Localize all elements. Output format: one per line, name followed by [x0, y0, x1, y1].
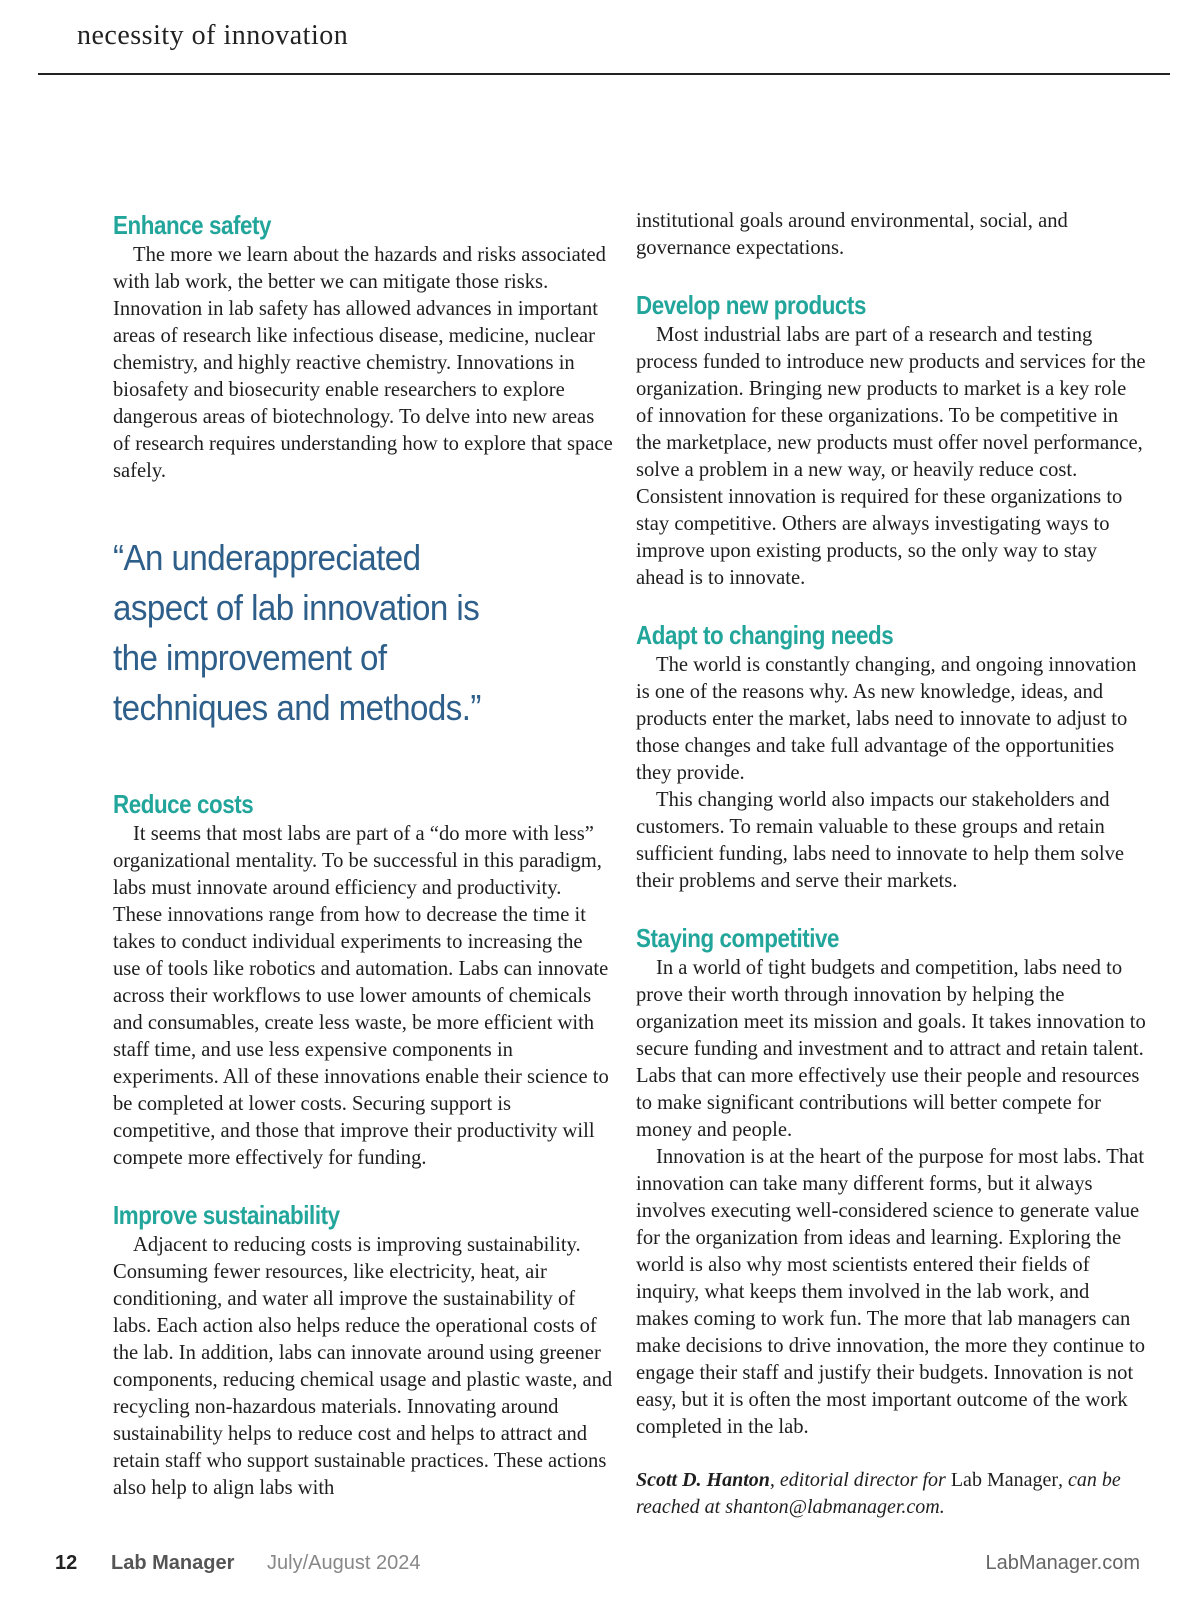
byline-publication: Lab Manager [950, 1469, 1059, 1491]
footer-issue: July/August 2024 [267, 1552, 421, 1574]
section-improve-sustainability [113, 1198, 613, 1502]
section-body: The world is constantly changing, and ongoing innovation is one of the reasons why. As new knowledge, ideas, and products enter the market, labs need to innovate to adjust to those changes and take full advantage of the opportunities they provide. [636, 654, 1137, 784]
section-body: Adjacent to reducing costs is improving sustainability. Consuming fewer resources, like electricity, heat, air conditioning, and water all improve the sustainability of labs. Each action also helps reduce the operational costs of the lab. In addition, labs can innovate around using greener components, reducing chemical usage and plastic waste, and recycling non-hazardous materials. Innovating around sustainability helps to reduce cost and helps to attract and retain staff who support sustainable practices. These actions also help to align labs with [113, 1234, 613, 1499]
left-column [113, 208, 613, 1528]
header-rule [38, 73, 1170, 75]
page-footer [55, 1552, 1140, 1582]
section-heading: Adapt to changing needs [636, 620, 894, 650]
section-body: The more we learn about the hazards and risks associated with lab work, the better we can mitigate those risks. Innovation in lab safety has allowed advances in important areas of research like infectious disease, medicine, nuclear chemistry, and highly reactive chemistry. Innovations in biosafety and biosecurity enable researchers to explore dangerous areas of biotechnology. To delve into new areas of research requires understanding how to explore that space safely. [113, 244, 613, 482]
author-role: , editorial director for [769, 1469, 951, 1491]
section-heading: Reduce costs [113, 789, 254, 819]
section-heading: Staying competitive [636, 923, 840, 953]
section-heading: Improve sustainability [113, 1200, 340, 1230]
section-body: This changing world also impacts our stakeholders and customers. To remain valuable to these groups and retain sufficient funding, labs need to innovate to help them solve their problems and serve their markets. [636, 789, 1125, 892]
section-staying-competitive [636, 921, 1146, 1441]
pull-quote: “An underappreciated aspect of lab innovation is the improvement of techniques and methods.” [113, 537, 481, 728]
section-adapt-to-changing-needs [636, 618, 1146, 895]
continued-paragraph: institutional goals around environmental, social, and governance expectations. [636, 210, 1068, 259]
section-heading: Develop new products [636, 290, 866, 320]
section-develop-new-products [636, 288, 1146, 592]
section-body: Most industrial labs are part of a research and testing process funded to introduce new products and services for the organization. Bringing new products to market is a key role of innovation for these organizations. To be competitive in the marketplace, new products must offer novel performance, solve a problem in a new way, or heavily reduce cost. Consistent innovation is required for these organizations to stay competitive. Others are always investigating ways to improve upon existing products, so the only way to stay ahead is to innovate. [636, 324, 1146, 589]
page-number: 12 [55, 1552, 78, 1574]
section-body: In a world of tight budgets and competition, labs need to prove their worth through innovation by helping the organization meet its mission and goals. It takes innovation to secure funding and investment and to attract and retain talent. Labs that can more effectively use their people and resources to make significant contributions will better compete for money and people. [636, 957, 1146, 1141]
continued-text [636, 208, 1146, 262]
section-body: It seems that most labs are part of a “do more with less” organizational mentality. To be successful in this paradigm, labs must innovate around efficiency and productivity. These innovations range from how to decrease the time it takes to conduct individual experiments to increasing the use of tools like robotics and automation. Labs can innovate across their workflows to use lower amounts of chemicals and consumables, create less waste, be more efficient with staff time, and use less expensive components in experiments. All of these innovations enable their science to be completed at lower costs. Securing support is competitive, and those that improve their productivity will compete more effectively for funding. [113, 823, 609, 1169]
right-column [636, 208, 1146, 1521]
section-body: Innovation is at the heart of the purpose for most labs. That innovation can take many different forms, but it always involves executing well-considered science to generate value for the organization from ideas and learning. Exploring the world is also why most scientists entered their fields of inquiry, what keeps them involved in the lab work, and makes coming to work fun. The more that lab managers can make decisions to drive innovation, the more they continue to engage their staff and justify their budgets. Innovation is not easy, but it is often the most important outcome of the work completed in the lab. [636, 1146, 1146, 1438]
author-contact: , can be reached at shanton@labmanager.com. [636, 1469, 1121, 1518]
author-name: Scott D. Hanton [636, 1469, 770, 1491]
footer-website: LabManager.com [985, 1552, 1140, 1574]
footer-publication: Lab Manager [111, 1552, 235, 1574]
section-reduce-costs [113, 787, 613, 1172]
running-head: necessity of innovation [77, 20, 349, 51]
section-heading: Enhance safety [113, 210, 272, 240]
author-byline [636, 1467, 1146, 1521]
section-enhance-safety [113, 208, 613, 485]
